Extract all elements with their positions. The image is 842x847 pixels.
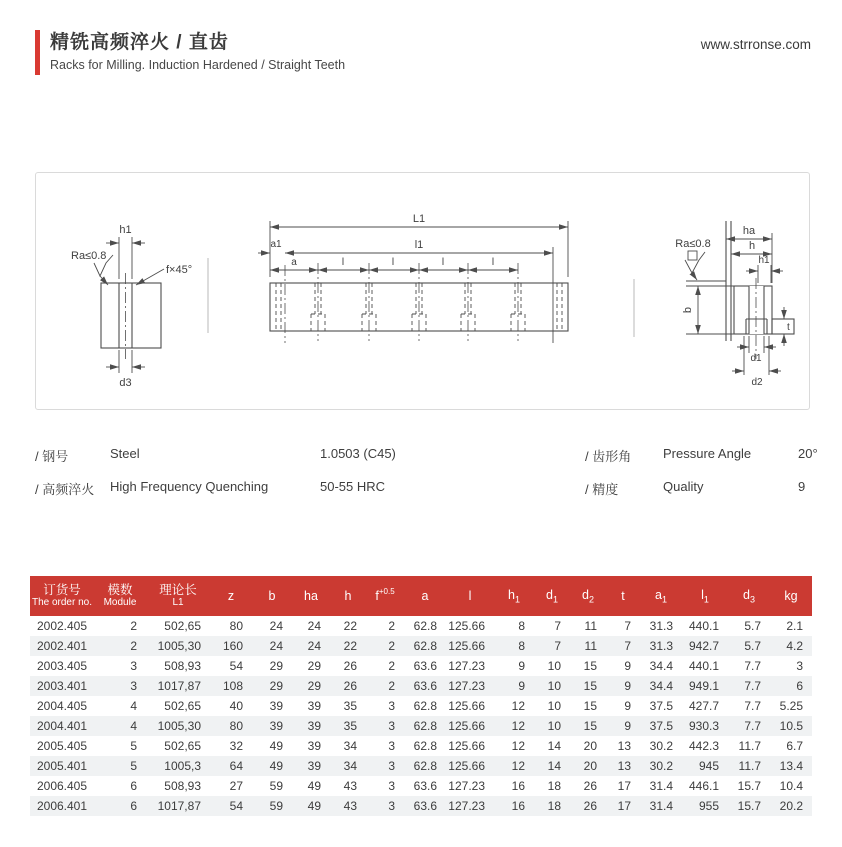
cell: 125.66 <box>448 619 485 633</box>
dim-label-t: t <box>787 322 790 333</box>
dim-label-l1: l1 <box>414 239 424 251</box>
cell: 12 <box>511 739 525 753</box>
cell: 26 <box>343 679 357 693</box>
spec-label-zh: / 精度 <box>585 482 619 497</box>
cell: 62.8 <box>413 619 437 633</box>
cell: 29 <box>307 659 321 673</box>
col-header-d2: $d_2$ <box>570 576 606 616</box>
cell: 1005,30 <box>157 719 201 733</box>
cell: 37.5 <box>649 699 673 713</box>
spec-label-en: Pressure Angle <box>663 446 752 461</box>
cell: 49 <box>269 759 283 773</box>
cell: 15 <box>583 719 597 733</box>
cell: 10 <box>547 659 561 673</box>
dim-label-l: l <box>391 257 395 268</box>
cell: 80 <box>229 719 243 733</box>
table-header-row <box>30 576 812 616</box>
cell: 160 <box>222 639 243 653</box>
cell: 11 <box>584 639 597 653</box>
dim-label-l: l <box>341 257 345 268</box>
cell: 125.66 <box>448 759 485 773</box>
cell: 63.6 <box>413 659 437 673</box>
cell: 7.7 <box>744 679 761 693</box>
cell: 2002.405 <box>36 619 88 633</box>
cell: 2 <box>388 659 395 673</box>
cell: 3 <box>130 679 137 693</box>
cell: 31.3 <box>649 619 673 633</box>
table-row <box>30 636 812 656</box>
table-row <box>30 716 812 736</box>
cell: 13.4 <box>779 759 803 773</box>
cell: 508,93 <box>164 779 201 793</box>
dim-label-d1: d1 <box>750 353 762 364</box>
cell: 11.7 <box>738 739 761 753</box>
cell: 9 <box>624 659 631 673</box>
cell: 440.1 <box>688 619 719 633</box>
hole-5 <box>511 263 525 341</box>
cell: 62.8 <box>413 699 437 713</box>
col-header-b: b <box>252 576 292 616</box>
cell: 427.7 <box>688 699 719 713</box>
cell: 64 <box>229 759 243 773</box>
cell: 108 <box>222 679 243 693</box>
col-header-l: l <box>446 576 494 616</box>
cell: 7.7 <box>744 699 761 713</box>
cell: 5 <box>130 759 137 773</box>
cell: 39 <box>269 719 283 733</box>
cell: 24 <box>307 639 321 653</box>
technical-drawing <box>36 173 809 409</box>
hole-4 <box>461 263 475 341</box>
col-header-a1: $a_1$ <box>640 576 682 616</box>
cell: 3 <box>388 779 395 793</box>
cell: 5.7 <box>744 639 761 653</box>
cell: 3 <box>388 719 395 733</box>
cell: 9 <box>624 679 631 693</box>
spec-label-en: Steel <box>110 446 140 461</box>
cell: 502,65 <box>164 699 201 713</box>
hole-2 <box>362 263 376 341</box>
cell: 35 <box>343 699 357 713</box>
cell: 12 <box>511 699 525 713</box>
cell: 5.7 <box>744 619 761 633</box>
cell: 1005,3 <box>164 759 201 773</box>
cell: 125.66 <box>448 699 485 713</box>
left-view <box>71 224 192 389</box>
dim-label-L1: L1 <box>412 213 426 225</box>
cell: 6.7 <box>786 739 803 753</box>
cell: 7 <box>554 619 561 633</box>
cell: 446.1 <box>688 779 719 793</box>
table-body <box>30 616 812 816</box>
cell: 26 <box>583 799 597 813</box>
cell: 7 <box>624 619 631 633</box>
cell: 1005,30 <box>157 639 201 653</box>
right-view <box>675 221 794 388</box>
cell: 29 <box>307 679 321 693</box>
cell: 8 <box>518 619 525 633</box>
table-row <box>30 756 812 776</box>
center-view <box>258 213 568 343</box>
dim-label-ra-left: Ra≤0.8 <box>71 250 107 262</box>
col-header-f: $f^{+0.5}$ <box>366 576 404 616</box>
table-row <box>30 796 812 816</box>
dim-label-h1-right: h1 <box>758 255 770 266</box>
cell: 942.7 <box>688 639 719 653</box>
cell: 127.23 <box>448 659 485 673</box>
dim-label-a: a <box>291 257 297 268</box>
cell: 62.8 <box>413 719 437 733</box>
cell: 34.4 <box>649 679 673 693</box>
cell: 3 <box>796 659 803 673</box>
cell: 43 <box>343 779 357 793</box>
cell: 4.2 <box>786 639 803 653</box>
cell: 54 <box>229 659 243 673</box>
cell: 125.66 <box>448 719 485 733</box>
dim-label-l: l <box>491 257 495 268</box>
cell: 9 <box>518 659 525 673</box>
cell: 508,93 <box>164 659 201 673</box>
col-header-d1: $d_1$ <box>534 576 570 616</box>
cell: 12 <box>511 759 525 773</box>
cell: 16 <box>511 799 525 813</box>
dim-label-h: h <box>748 240 756 252</box>
cell: 40 <box>229 699 243 713</box>
page-title-zh: 精铣高频淬火 / 直齿 <box>50 32 229 53</box>
cell: 9 <box>624 699 631 713</box>
col-header-kg: kg <box>770 576 812 616</box>
dim-label-a1: a1 <box>270 239 282 250</box>
cell: 1017,87 <box>157 799 201 813</box>
col-header-h: h <box>330 576 366 616</box>
cell: 34 <box>343 739 357 753</box>
cell: 29 <box>269 659 283 673</box>
cell: 4 <box>130 699 137 713</box>
cell: 2 <box>388 679 395 693</box>
cell: 127.23 <box>448 679 485 693</box>
red-accent-bar <box>35 30 40 75</box>
cell: 30.2 <box>649 739 673 753</box>
cell: 63.6 <box>413 779 437 793</box>
cell: 2 <box>130 619 137 633</box>
cell: 15 <box>583 699 597 713</box>
cell: 35 <box>343 719 357 733</box>
cell: 3 <box>388 739 395 753</box>
cell: 9 <box>624 719 631 733</box>
cell: 7 <box>554 639 561 653</box>
cell: 13 <box>617 759 631 773</box>
cell: 2.1 <box>786 619 803 633</box>
cell: 502,65 <box>164 619 201 633</box>
col-header-the-order-no-: 订货号 The order no. <box>30 576 94 616</box>
cell: 10.4 <box>779 779 803 793</box>
cell: 3 <box>130 659 137 673</box>
cell: 14 <box>547 759 561 773</box>
cell: 945 <box>698 759 719 773</box>
cell: 127.23 <box>448 779 485 793</box>
cell: 15.7 <box>737 799 761 813</box>
technical-drawing-panel <box>35 172 810 410</box>
cell: 24 <box>269 639 283 653</box>
cell: 26 <box>583 779 597 793</box>
cell: 442.3 <box>688 739 719 753</box>
cell: 3 <box>388 759 395 773</box>
cell: 2003.401 <box>36 679 88 693</box>
cell: 3 <box>388 799 395 813</box>
cell: 2006.401 <box>36 799 88 813</box>
cell: 22 <box>343 639 357 653</box>
cell: 7.7 <box>744 719 761 733</box>
cell: 39 <box>269 699 283 713</box>
cell: 2004.401 <box>36 719 88 733</box>
table-row <box>30 656 812 676</box>
cell: 5.25 <box>779 699 803 713</box>
cell: 39 <box>307 719 321 733</box>
cell: 29 <box>269 679 283 693</box>
cell: 39 <box>307 759 321 773</box>
cell: 125.66 <box>448 639 485 653</box>
cell: 12 <box>511 719 525 733</box>
col-header-d3: $d_3$ <box>728 576 770 616</box>
spec-label-zh: / 钢号 <box>35 449 69 464</box>
cell: 34.4 <box>649 659 673 673</box>
cell: 17 <box>617 779 631 793</box>
cell: 27 <box>229 779 243 793</box>
cell: 10 <box>547 719 561 733</box>
cell: 2 <box>130 639 137 653</box>
col-header-z: z <box>210 576 252 616</box>
cell: 24 <box>307 619 321 633</box>
cell: 26 <box>343 659 357 673</box>
table-row <box>30 676 812 696</box>
cell: 1017,87 <box>157 679 201 693</box>
cell: 2005.405 <box>36 739 88 753</box>
cell: 62.8 <box>413 639 437 653</box>
spec-value: 9 <box>798 479 806 494</box>
table-row <box>30 616 812 636</box>
spec-label-en: High Frequency Quenching <box>110 479 269 494</box>
cell: 49 <box>269 739 283 753</box>
spec-label-zh: / 高频淬火 <box>35 482 95 497</box>
cell: 24 <box>269 619 283 633</box>
cell: 15.7 <box>737 779 761 793</box>
cell: 15 <box>583 679 597 693</box>
cell: 62.8 <box>413 759 437 773</box>
cell: 2004.405 <box>36 699 88 713</box>
website-url: www.strronse.com <box>700 37 811 52</box>
cell: 15 <box>583 659 597 673</box>
cell: 39 <box>307 699 321 713</box>
cell: 5 <box>130 739 137 753</box>
hole-3 <box>412 263 426 341</box>
spec-value: 20° <box>798 446 818 461</box>
cell: 14 <box>547 739 561 753</box>
col-header-a: a <box>404 576 446 616</box>
cell: 18 <box>547 799 561 813</box>
cell: 22 <box>343 619 357 633</box>
cell: 11.7 <box>738 759 761 773</box>
dim-label-l: l <box>441 257 445 268</box>
cell: 2003.405 <box>36 659 88 673</box>
cell: 59 <box>269 779 283 793</box>
cell: 3 <box>388 699 395 713</box>
col-header-module: 模数 Module <box>94 576 146 616</box>
col-header-l1: $l_1$ <box>682 576 728 616</box>
cell: 125.66 <box>448 739 485 753</box>
hole-1 <box>311 263 325 341</box>
cell: 18 <box>547 779 561 793</box>
cell: 11 <box>584 619 597 633</box>
cell: 31.4 <box>649 799 673 813</box>
page-title-en: Racks for Milling. Induction Hardened / Straight Teeth <box>50 58 346 72</box>
cell: 13 <box>617 739 631 753</box>
cell: 49 <box>307 799 321 813</box>
spec-label-en: Quality <box>663 479 704 494</box>
cell: 16 <box>511 779 525 793</box>
cell: 20 <box>583 739 597 753</box>
cell: 63.6 <box>413 799 437 813</box>
cell: 54 <box>229 799 243 813</box>
cell: 6 <box>130 799 137 813</box>
dim-label-ha: ha <box>742 225 756 237</box>
cell: 930.3 <box>688 719 719 733</box>
cell: 80 <box>229 619 243 633</box>
cell: 2 <box>388 619 395 633</box>
cell: 7 <box>624 639 631 653</box>
dim-label-ra-right: Ra≤0.8 <box>675 238 711 250</box>
table-row <box>30 736 812 756</box>
cell: 502,65 <box>164 739 201 753</box>
cell: 59 <box>269 799 283 813</box>
cell: 63.6 <box>413 679 437 693</box>
cell: 7.7 <box>744 659 761 673</box>
spec-value: 50-55 HRC <box>320 479 386 494</box>
roughness-icon <box>688 251 697 260</box>
rack-table <box>30 576 812 816</box>
dim-label-d3: d3 <box>119 377 132 389</box>
cell: 31.4 <box>649 779 673 793</box>
cell: 10.5 <box>779 719 803 733</box>
dim-label-b: b <box>682 306 694 314</box>
cell: 2005.401 <box>36 759 88 773</box>
spec-value: 1.0503 (C45) <box>320 446 396 461</box>
col-header-h1: $h_1$ <box>494 576 534 616</box>
cell: 39 <box>307 739 321 753</box>
cell: 37.5 <box>649 719 673 733</box>
cell: 949.1 <box>688 679 719 693</box>
table-row <box>30 776 812 796</box>
cell: 2006.405 <box>36 779 88 793</box>
dim-label-d2: d2 <box>751 377 763 388</box>
cell: 32 <box>229 739 243 753</box>
dim-label-h1-left: h1 <box>119 224 132 236</box>
cell: 8 <box>518 639 525 653</box>
cell: 10 <box>547 699 561 713</box>
cell: 127.23 <box>448 799 485 813</box>
cell: 34 <box>343 759 357 773</box>
cell: 2002.401 <box>36 639 88 653</box>
col-header-l1: 理论长 L1 <box>146 576 210 616</box>
cell: 440.1 <box>688 659 719 673</box>
table-row <box>30 696 812 716</box>
cell: 2 <box>388 639 395 653</box>
cell: 17 <box>617 799 631 813</box>
cell: 20.2 <box>779 799 803 813</box>
cell: 30.2 <box>649 759 673 773</box>
cell: 20 <box>583 759 597 773</box>
cell: 43 <box>343 799 357 813</box>
cell: 6 <box>796 679 803 693</box>
cell: 10 <box>547 679 561 693</box>
col-header-t: t <box>606 576 640 616</box>
cell: 31.3 <box>649 639 673 653</box>
cell: 62.8 <box>413 739 437 753</box>
spec-label-zh: / 齿形角 <box>585 449 632 464</box>
cell: 6 <box>130 779 137 793</box>
dim-label-f45: f×45° <box>166 264 193 276</box>
col-header-ha: ha <box>292 576 330 616</box>
cell: 49 <box>307 779 321 793</box>
cell: 955 <box>698 799 719 813</box>
cell: 4 <box>130 719 137 733</box>
cell: 9 <box>518 679 525 693</box>
